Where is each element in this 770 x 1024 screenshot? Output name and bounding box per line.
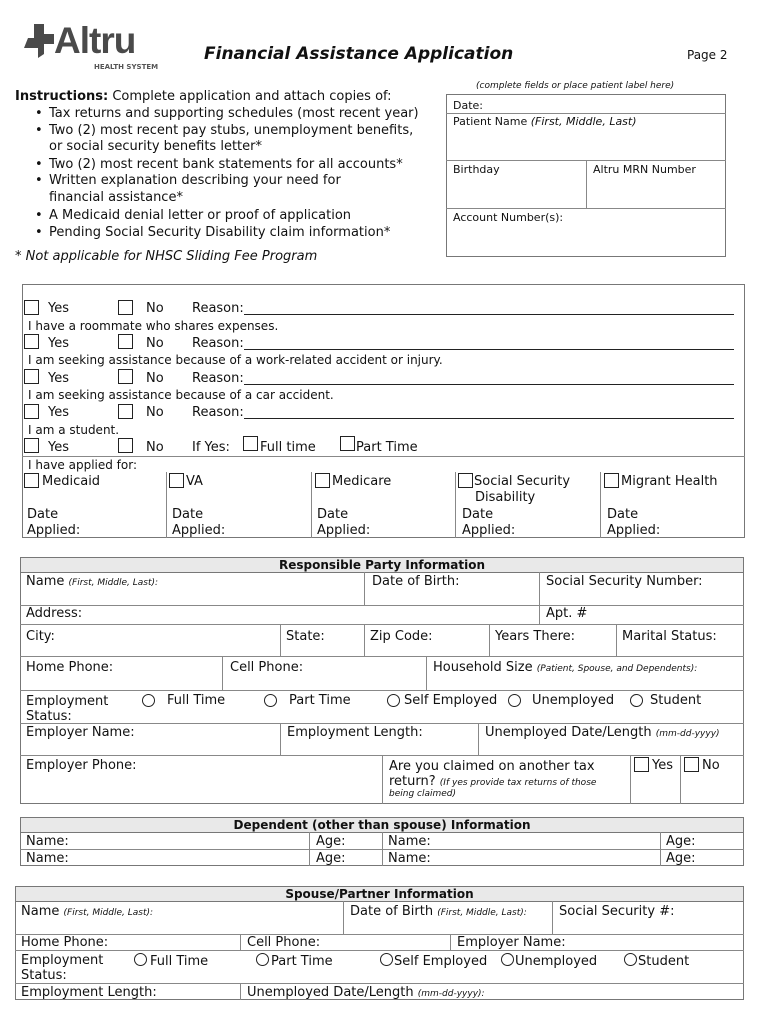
- spouse-emp-length-label: Employment Length:: [21, 985, 157, 1000]
- rp-employer-phone-label: Employer Phone:: [26, 758, 137, 773]
- q2-no-checkbox[interactable]: [118, 369, 133, 384]
- instructions-text: Complete application and attach copies of:: [112, 89, 392, 104]
- rp-name-field[interactable]: [22, 590, 362, 604]
- rp-name-label: Name (First, Middle, Last):: [26, 574, 159, 589]
- q4-yes-label: Yes: [48, 440, 69, 455]
- spouse-part-time-label: Part Time: [271, 954, 333, 969]
- q4-yes-checkbox[interactable]: [24, 438, 39, 453]
- instruction-item: • Pending Social Security Disability claim information*: [27, 225, 427, 242]
- rp-emp-length-label: Employment Length:: [287, 725, 423, 740]
- dependent-age-label: Age:: [666, 851, 696, 866]
- spouse-header: Spouse/Partner Information: [15, 886, 744, 902]
- responsible-party-header: Responsible Party Information: [20, 557, 744, 573]
- spouse-dob-label: Date of Birth (First, Middle, Last):: [350, 904, 527, 919]
- q1-reason-label: Reason:: [192, 336, 244, 351]
- rp-claimed-hint: being claimed): [389, 789, 457, 799]
- dependent-name-label: Name:: [388, 834, 431, 849]
- instruction-item: • A Medicaid denial letter or proof of application: [27, 208, 427, 225]
- va-label: VA: [186, 474, 203, 489]
- rp-student-label: Student: [650, 693, 702, 708]
- patient-account-field[interactable]: [450, 226, 722, 254]
- rp-cell-phone-label: Cell Phone:: [230, 660, 304, 675]
- spouse-ssn-label: Social Security #:: [559, 904, 675, 919]
- q2-reason-field[interactable]: [244, 349, 734, 350]
- rp-full-time-radio[interactable]: [142, 694, 155, 707]
- spouse-self-employed-label: Self Employed: [394, 954, 488, 969]
- dependent-age-label: Age:: [666, 834, 696, 849]
- q3-yes-checkbox[interactable]: [24, 404, 39, 419]
- q1-yes-label: Yes: [48, 336, 69, 351]
- q2-yes-checkbox[interactable]: [24, 369, 39, 384]
- rp-emp-status-label: Employment Status:: [26, 694, 109, 724]
- part-time-checkbox[interactable]: [340, 436, 355, 451]
- rp-unemployed-radio[interactable]: [508, 694, 521, 707]
- patient-name-field[interactable]: [450, 130, 722, 158]
- dependent-name-label: Name:: [388, 851, 431, 866]
- q1-no-checkbox[interactable]: [118, 334, 133, 349]
- spouse-part-time-radio[interactable]: [256, 953, 269, 966]
- instructions-heading: [15, 90, 392, 103]
- q2-yes-label: Yes: [48, 371, 69, 386]
- question-work-accident: I am seeking assistance because of a work-related accident or injury.: [28, 353, 443, 367]
- medicaid-label: Medicaid: [42, 474, 101, 489]
- q0-yes-label: Yes: [48, 301, 69, 316]
- q0-reason-label: Reason:: [192, 301, 244, 316]
- rp-employer-label: Employer Name:: [26, 725, 135, 740]
- medicare-date-applied: Date Applied:: [317, 507, 371, 538]
- rp-state-label: State:: [286, 629, 325, 644]
- q2-reason-label: Reason:: [192, 371, 244, 386]
- rp-claimed-question: Are you claimed on another tax return? (If yes provide tax returns of those: [389, 759, 597, 789]
- rp-self-employed-label: Self Employed: [404, 693, 498, 708]
- rp-part-time-label: Part Time: [289, 693, 351, 708]
- spouse-student-radio[interactable]: [624, 953, 637, 966]
- full-time-label: Full time: [260, 440, 316, 455]
- spouse-student-label: Student: [638, 954, 690, 969]
- rp-dob-label: Date of Birth:: [372, 574, 460, 589]
- question-roommate: I have a roommate who shares expenses.: [28, 319, 279, 333]
- question-car-accident: I am seeking assistance because of a car accident.: [28, 388, 334, 402]
- rp-household-label: Household Size (Patient, Spouse, and Dependents):: [433, 660, 698, 675]
- patient-birthday-label: Birthday: [453, 163, 500, 176]
- question-student: I am a student.: [28, 423, 120, 437]
- logo-wordmark: Altru: [54, 20, 136, 61]
- medicaid-date-applied: Date Applied:: [27, 507, 81, 538]
- rp-claimed-yes-label: Yes: [652, 758, 673, 773]
- q3-reason-field[interactable]: [244, 384, 734, 385]
- medicaid-checkbox[interactable]: [24, 473, 39, 488]
- rp-self-employed-radio[interactable]: [387, 694, 400, 707]
- patient-account-label: Account Number(s):: [453, 211, 564, 224]
- q0-no-label: No: [146, 301, 164, 316]
- medicare-label: Medicare: [332, 474, 392, 489]
- q0-no-checkbox[interactable]: [118, 300, 133, 315]
- spouse-full-time-radio[interactable]: [134, 953, 147, 966]
- rp-part-time-radio[interactable]: [264, 694, 277, 707]
- q1-no-label: No: [146, 336, 164, 351]
- page-title: Financial Assistance Application: [204, 44, 514, 64]
- q3-reason-label: Reason:: [192, 405, 244, 420]
- dependent-age-label: Age:: [316, 851, 346, 866]
- spouse-unemployed-label: Unemployed: [515, 954, 598, 969]
- rp-address-label: Address:: [26, 606, 83, 621]
- rp-claimed-no-checkbox[interactable]: [684, 757, 699, 772]
- altru-cross-icon: [24, 24, 54, 58]
- rp-student-radio[interactable]: [630, 694, 643, 707]
- patient-mrn-field[interactable]: [590, 178, 722, 206]
- disability-label: Disability: [475, 490, 536, 505]
- patient-mrn-label: Altru MRN Number: [593, 163, 696, 176]
- rp-unemployed-label: Unemployed: [532, 693, 615, 708]
- rp-apt-label: Apt. #: [546, 606, 588, 621]
- rp-full-time-label: Full Time: [167, 693, 226, 708]
- instructions-list: [27, 106, 427, 241]
- spouse-full-time-label: Full Time: [150, 954, 209, 969]
- dependent-name-label: Name:: [26, 851, 69, 866]
- social-security-label: Social Security: [474, 474, 571, 489]
- patient-date-field[interactable]: [490, 96, 720, 112]
- migrant-date-applied: Date Applied:: [607, 507, 661, 538]
- instructions-label: Instructions:: [15, 89, 109, 104]
- dependent-header: Dependent (other than spouse) Information: [20, 817, 744, 833]
- ss-date-applied: Date Applied:: [462, 507, 516, 538]
- rp-claimed-yes-checkbox[interactable]: [634, 757, 649, 772]
- q3-no-checkbox[interactable]: [118, 404, 133, 419]
- instructions-footnote: * Not applicable for NHSC Sliding Fee Program: [15, 249, 318, 264]
- q0-yes-checkbox[interactable]: [24, 300, 39, 315]
- patient-name-label: Patient Name (First, Middle, Last): [453, 115, 637, 128]
- rp-ssn-label: Social Security Number:: [546, 574, 703, 589]
- rp-years-label: Years There:: [495, 629, 576, 644]
- spouse-name-label: Name (First, Middle, Last):: [21, 904, 154, 919]
- instruction-item: • Tax returns and supporting schedules (most recent year): [27, 106, 427, 123]
- spouse-unemployed-radio[interactable]: [501, 953, 514, 966]
- spouse-unemployed-date-label: Unemployed Date/Length (mm-dd-yyyy):: [247, 985, 485, 1000]
- q3-yes-label: Yes: [48, 405, 69, 420]
- rp-marital-label: Marital Status:: [622, 629, 717, 644]
- migrant-health-label: Migrant Health: [621, 474, 718, 489]
- q4-no-label: No: [146, 440, 164, 455]
- rp-home-phone-label: Home Phone:: [26, 660, 114, 675]
- patient-birthday-field[interactable]: [450, 178, 584, 206]
- patient-date-label: Date:: [453, 99, 483, 112]
- patient-box-note: (complete fields or place patient label here): [476, 81, 675, 91]
- va-date-applied: Date Applied:: [172, 507, 226, 538]
- full-time-checkbox[interactable]: [243, 436, 258, 451]
- if-yes-label: If Yes:: [192, 440, 230, 455]
- spouse-cell-phone-label: Cell Phone:: [247, 935, 321, 950]
- dependent-age-label: Age:: [316, 834, 346, 849]
- spouse-home-phone-label: Home Phone:: [21, 935, 109, 950]
- rp-claimed-no-label: No: [702, 758, 720, 773]
- medicare-checkbox[interactable]: [315, 473, 330, 488]
- part-time-label: Part Time: [356, 440, 418, 455]
- va-checkbox[interactable]: [169, 473, 184, 488]
- page-number: Page 2: [687, 48, 728, 62]
- q1-yes-checkbox[interactable]: [24, 334, 39, 349]
- rp-zip-label: Zip Code:: [370, 629, 433, 644]
- spouse-employer-label: Employer Name:: [457, 935, 566, 950]
- altru-logo: [24, 22, 174, 74]
- instruction-item: • Two (2) most recent pay stubs, unemployment benefits, or social security benefits letter*: [27, 123, 427, 156]
- q3-no-label: No: [146, 405, 164, 420]
- instruction-item: • Two (2) most recent bank statements for all accounts*: [27, 157, 427, 174]
- dependent-name-label: Name:: [26, 834, 69, 849]
- q4-reason-field[interactable]: [244, 418, 734, 419]
- q1-reason-field[interactable]: [244, 314, 734, 315]
- migrant-health-checkbox[interactable]: [604, 473, 619, 488]
- spouse-emp-status-label: Employment Status:: [21, 953, 104, 983]
- q4-no-checkbox[interactable]: [118, 438, 133, 453]
- rp-city-label: City:: [26, 629, 55, 644]
- spouse-self-employed-radio[interactable]: [380, 953, 393, 966]
- question-applied-for: I have applied for:: [28, 458, 138, 472]
- rp-unemployed-date-label: Unemployed Date/Length (mm-dd-yyyy): [485, 725, 720, 740]
- social-security-checkbox[interactable]: [458, 473, 473, 488]
- instruction-item: • Written explanation describing your need for financial assistance*: [27, 173, 427, 206]
- q2-no-label: No: [146, 371, 164, 386]
- logo-subtitle: HEALTH SYSTEM: [94, 63, 159, 71]
